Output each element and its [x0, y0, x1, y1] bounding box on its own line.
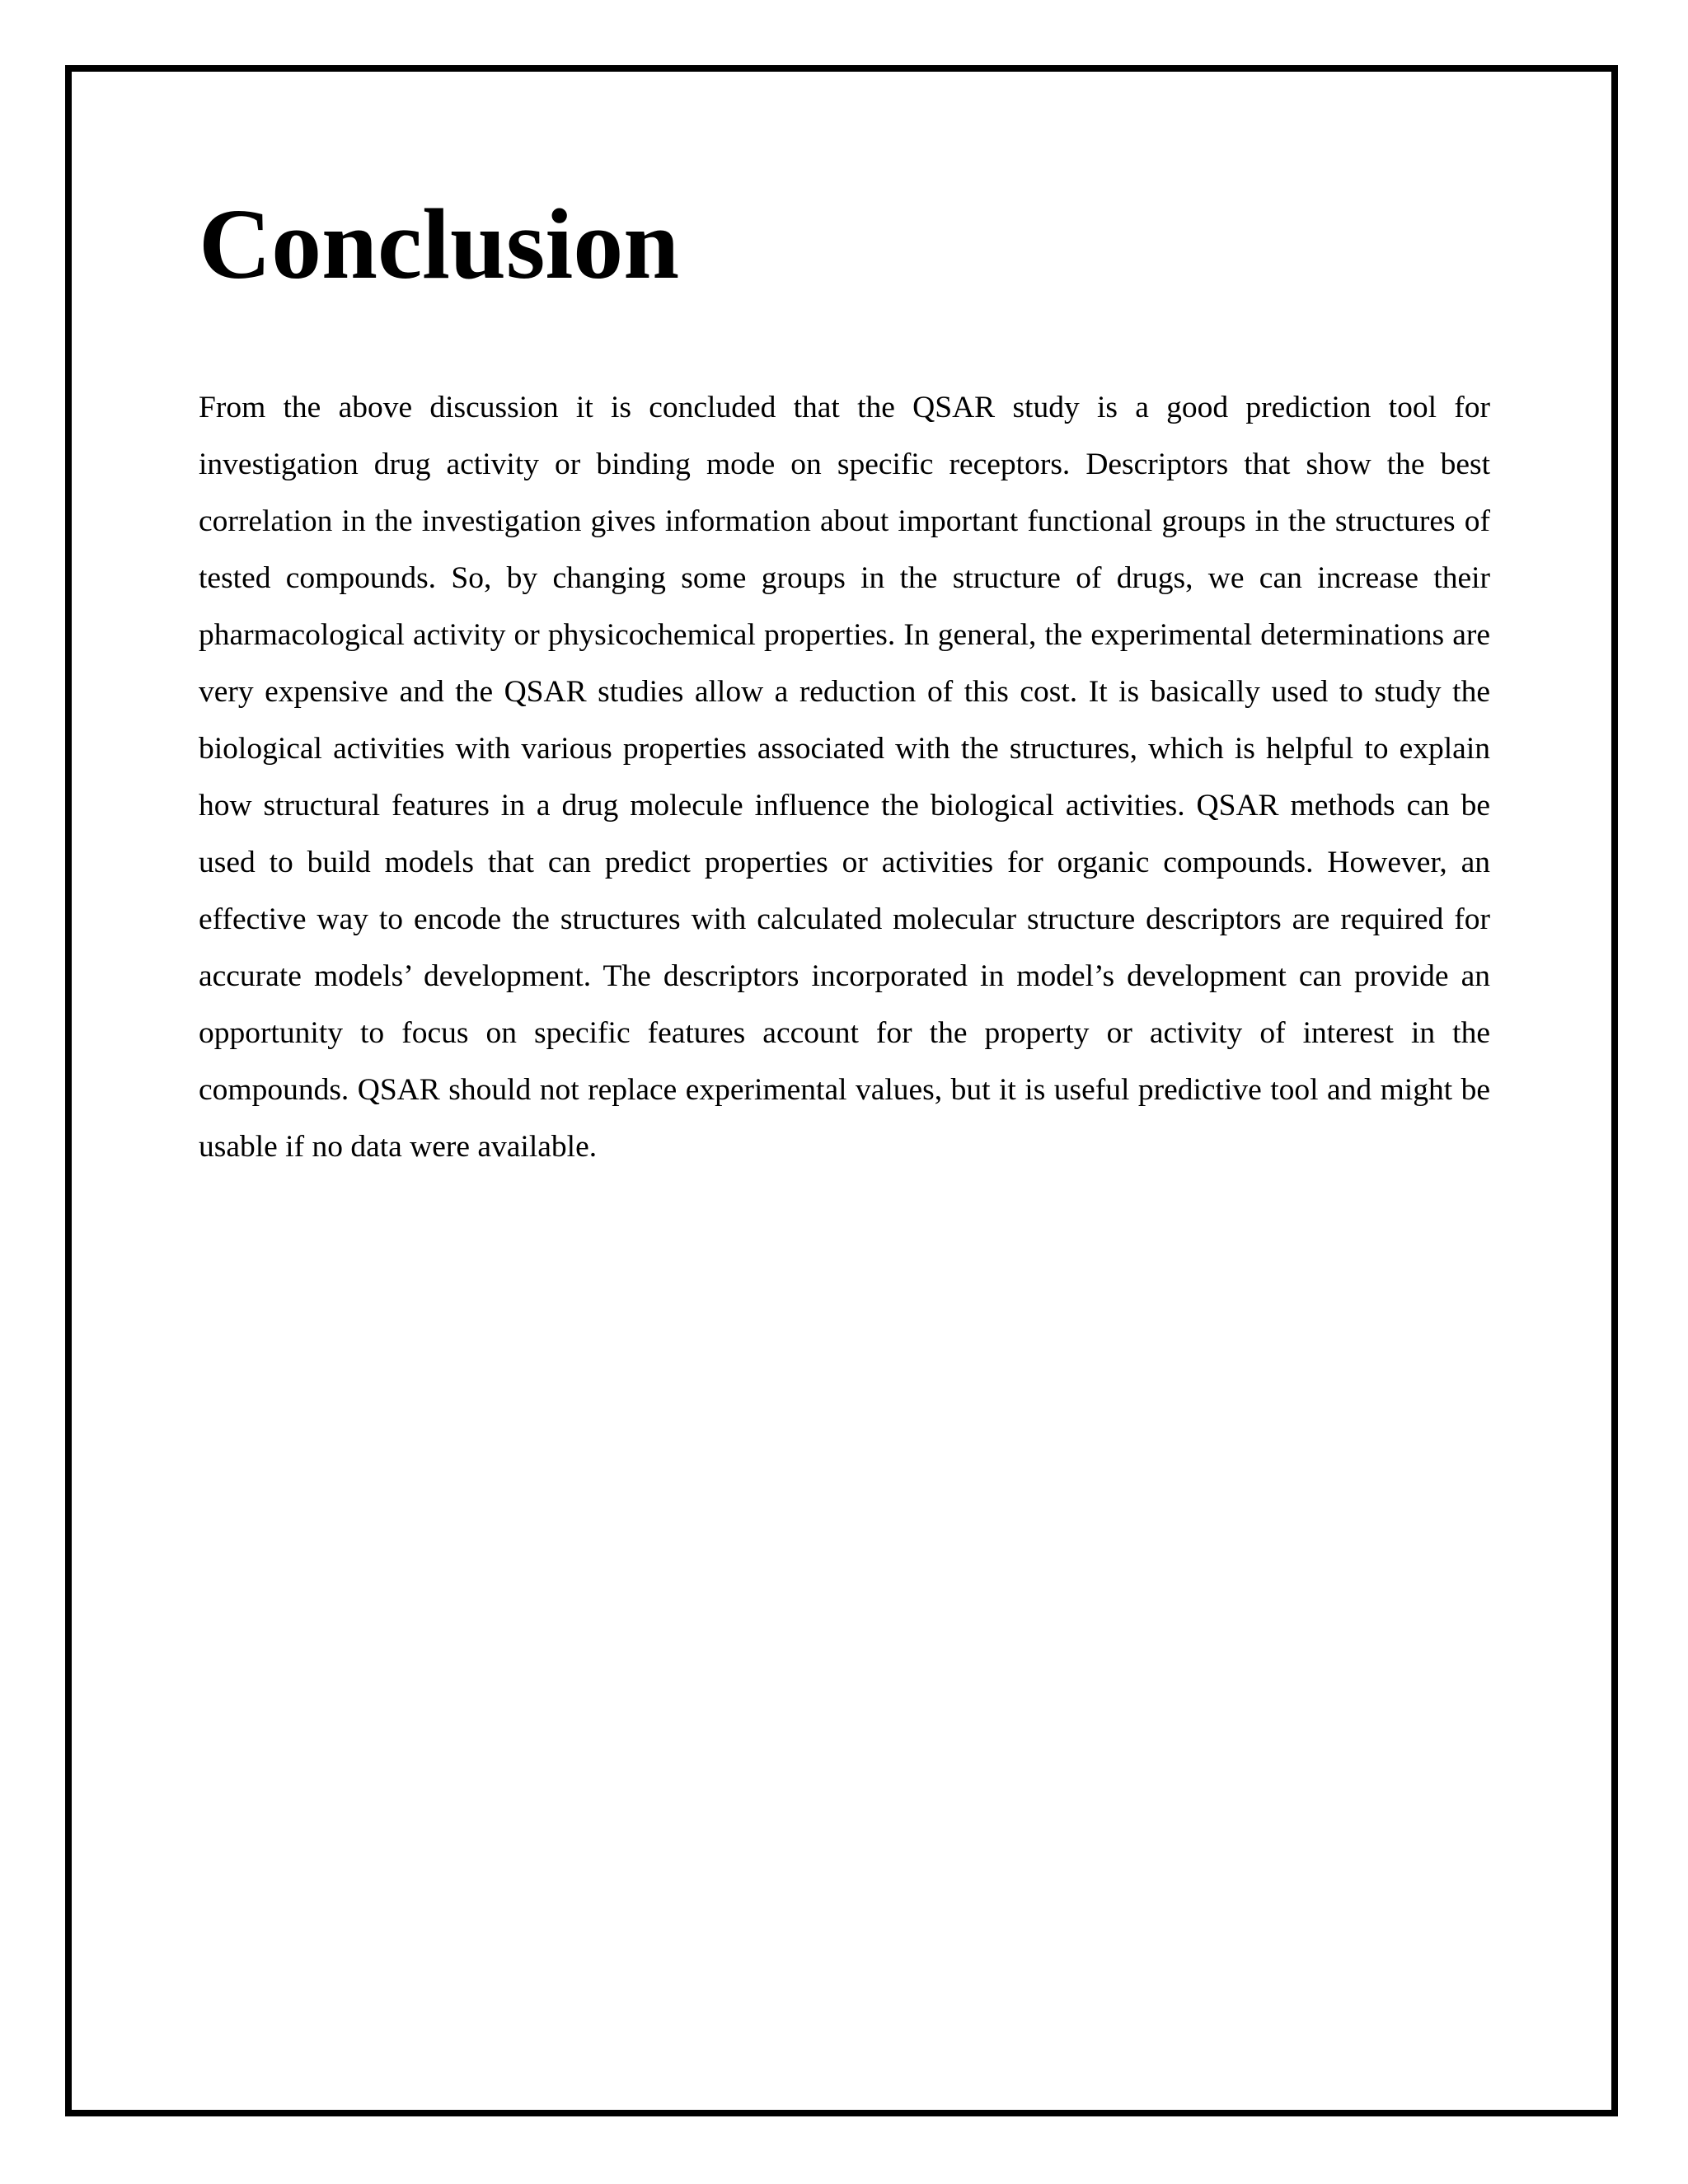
- page-title: Conclusion: [199, 189, 680, 300]
- conclusion-paragraph: From the above discussion it is concluded that the QSAR study is a good prediction tool for investigation drug activity or binding mode on specific receptors. Descriptors that show the best correlation in the investigation gives information about important functional groups in the structures of tested compounds. So, by changing some groups in the structure of drugs, we can increase their pharmacological activity or physicochemical properties. In general, the experimental determinations are very expensive and the QSAR studies allow a reduction of this cost. It is basically used to study the biological activities with various properties associated with the structures, which is helpful to explain how structural features in a drug molecule influence the biological activities. QSAR methods can be used to build models that can predict properties or activities for organic compounds. However, an effective way to encode the structures with calculated molecular structure descriptors are required for accurate models’ development. The descriptors incorporated in model’s development can provide an opportunity to focus on specific features account for the property or activity of interest in the compounds. QSAR should not replace experimental values, but it is useful predictive tool and might be usable if no data were available.: [199, 391, 1490, 1165]
- document-content: [199, 190, 1490, 1175]
